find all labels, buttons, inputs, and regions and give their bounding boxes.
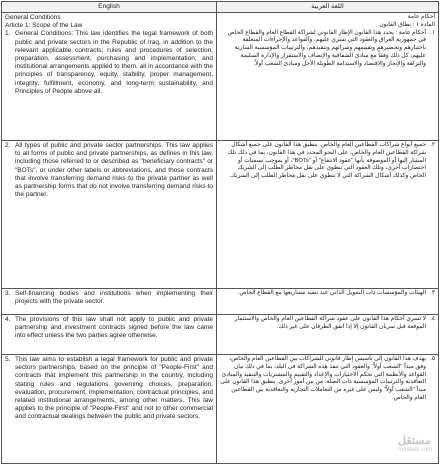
english-cell-3 (2, 289, 217, 315)
clause-number: 2. (5, 142, 11, 149)
arabic-clause (220, 142, 435, 181)
clause-number: ١. (430, 29, 435, 36)
clause-text: The provisions of this law shall not apply to public and private partnership and investment contracts signed before the law came into effect unless the two parties agree otherwise. (15, 316, 213, 340)
clause-number: 3. (5, 290, 11, 297)
english-cell-5 (2, 355, 217, 464)
arabic-section-title: أحكام عامة (407, 14, 435, 20)
clause-text: لا تسري أحكام هذا القانون على عقود شراكة القطاعين العام والخاص والاستثمار الموقعة قبل سريان القانون إلا إذا اتفق الطرفان على غير ذلك. (234, 316, 426, 330)
clause-text: This law aims to establish a legal framework for public and private sectors partnerships, based on the principle of "People-First" and contracts that implement this partnership in the country, including stating rules and regulations governing choices, preparation, evaluation, procurement, implementation, contractual principles, and related institutional arrangements, among other matters. This law applies to the principle of "People-First" and not to other commercial and contractual dealings between the public and private sectors. (15, 356, 213, 421)
clause-text: Self-financing bodies and institutions when implementing their projects with the private sector. (15, 290, 213, 306)
bilingual-law-table (1, 1, 439, 464)
clause-number: 5. (5, 356, 11, 363)
english-cell-1 (2, 13, 217, 141)
arabic-cell-4 (217, 315, 439, 355)
clause-text: يهدف هذا القانون إلى تأسيس إطار قانوني للشراكات بين القطاعين العام والخاص، وفق مبدأ "الشعب أولاً" والعقود التي تنفذ هذه الشراكة في البلد، بما في ذلك بيان القواعد والأنظمة التي تحكم الاختيارات والإعداد والتقييم والمشتريات والتنفيذ والمبادئ التعاقدية والترتيبات المؤسسية ذات الصلة، من بين أمور أخرى. ينطبق هذا القانون على مبدأ "الشعب أولاً" وليس على غيره من التعاملات التجارية والتعاقدية بين القطاعين العام والخاص. (220, 356, 426, 401)
clause-number: ٣. (430, 290, 435, 296)
english-column-header: English (2, 2, 217, 13)
english-section-title: General Conditions (5, 14, 61, 21)
header-row (2, 2, 439, 13)
english-clause (5, 142, 213, 199)
arabic-cell-2 (217, 141, 439, 289)
clause-number: ٤. (430, 316, 435, 322)
english-clause (5, 316, 213, 341)
clause-number: ٥. (430, 356, 435, 362)
clause-number: 4. (5, 316, 11, 323)
clause-row-5 (2, 355, 439, 464)
clause-row-2 (2, 141, 439, 289)
english-cell-4 (2, 315, 217, 355)
arabic-cell-3 (217, 289, 439, 315)
clause-text: General Conditions: This law identifies the legal framework of both public and private sectors in the Republic of Iraq, in addition to the relevant applicable contracts; rules and procedures of selection, preparation, assessment, purchasing and implementation; and institutional arrangements applied to them, all in accordance with the principles of transparency, equity, stability, proper management, integrity, fulfillment, economy, and long-term sustainability, and Principles of People above all. (15, 30, 213, 95)
english-clause (5, 356, 213, 422)
arabic-article-title: المادة ١ : نطاق القانون (379, 21, 435, 28)
arabic-clause (220, 356, 435, 403)
clause-row-4 (2, 315, 439, 355)
english-article-title: Article 1: Scope of the Law (5, 22, 83, 30)
english-clause (5, 30, 213, 96)
watermark-site: mostaql.com (397, 447, 432, 453)
clause-row-1 (2, 13, 439, 141)
arabic-clause (220, 290, 435, 298)
clause-text: أحكام عامة : يحدد هذا القانون الإطار القانوني لشراكة القطاع العام والقطاع الخاص في جمهورية العراق والعقود التي تسري عليهم، والقواعد والإجراءات المتعلقة باختيارهم وتحضيرهم وتقييمهم وشرائهم وتنفيذهم، والترتيبات المؤسسية السارية عليهم، كل ذلك وفقاً مع مبادئ الشفافية والإنصاف والاستقرار والإدارة السليمة والنزاهة والإنجاز والاقتصاد والاستدامة الطويلة الأجل ومبادئ الشعب أولاً. (227, 29, 426, 67)
clause-text: All types of public and private sector partnerships. This law applies to all forms of public and private partnerships, as defines in this law, including those referred to or described as "beneficiary contracts" or "BOTs", or under other labels or abbreviations, and those contracts that involve transferring demand risks to the private partner as well as partnership forms that do not involve transferring demand risks to the partner. (15, 142, 213, 199)
arabic-clause (220, 316, 435, 332)
arabic-clause (220, 30, 435, 69)
clause-text: جميع أنواع شراكات القطاعين العام والخاص. ينطبق هذا القانون على جميع أشكال شراكة القطاعين العام والخاص، على النحو المحدد في هذا القانون، بما في ذلك تلك المشار إليها أو الموصوفة بأنها "عقود الانتفاع" أو "BOTs"، أو بموجب تسميات أو اختصارات أخرى، وتلك العقود التي تنطوي على نقل مخاطر الطلب إلى الشريك الخاص وكذلك أشكال الشراكة التي لا تنطوي على نقل مخاطر الطلب إلى الشريك. (227, 142, 426, 180)
clause-row-3 (2, 289, 439, 315)
arabic-cell-1 (217, 13, 439, 141)
english-clause (5, 290, 213, 306)
clause-number: ٢. (430, 142, 435, 148)
arabic-column-header: اللغة العربية (217, 2, 439, 13)
clause-number: 1. (5, 30, 11, 38)
clause-text: الهيئات والمؤسسات ذات التمويل الذاتي عند تنفيذ مشاريعها مع القطاع الخاص. (237, 290, 426, 296)
english-cell-2 (2, 141, 217, 289)
watermark-brand: مستقل (397, 435, 431, 447)
watermark-logo (398, 434, 432, 453)
